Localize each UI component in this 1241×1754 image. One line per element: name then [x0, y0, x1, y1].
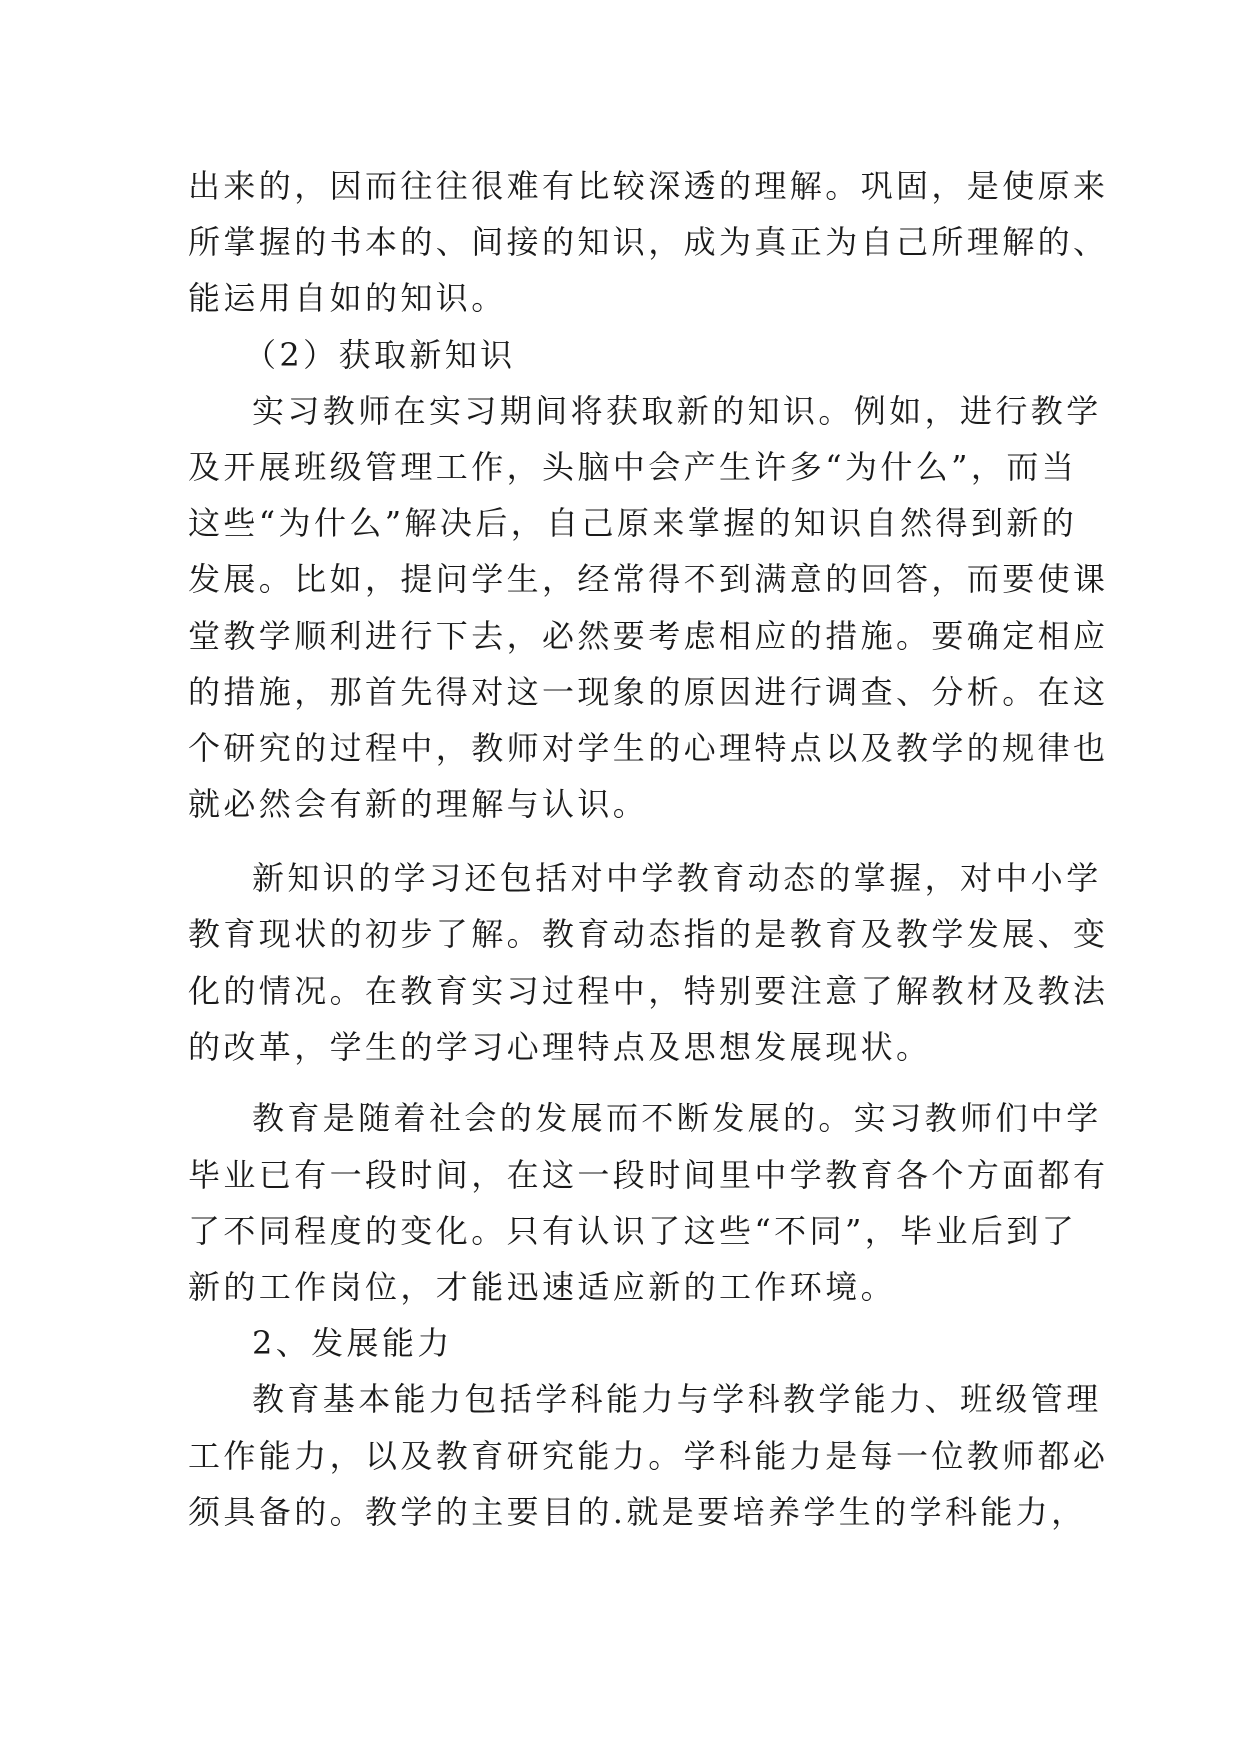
- text-line: 须具备的。教学的主要目的.就是要培养学生的学科能力，: [188, 1493, 1087, 1531]
- text-line: 个研究的过程中，教师对学生的心理特点以及教学的规律也: [188, 729, 1109, 767]
- text-line: 教育现状的初步了解。教育动态指的是教育及教学发展、变: [188, 915, 1109, 953]
- text-line: 新的工作岗位，才能迅速适应新的工作环境。: [188, 1268, 897, 1306]
- text-line: 能运用自如的知识。: [188, 279, 507, 317]
- text-line: 发展。比如，提问学生，经常得不到满意的回答，而要使课: [188, 560, 1109, 598]
- text-line: 所掌握的书本的、间接的知识，成为真正为自己所理解的、: [188, 223, 1109, 261]
- text-line: 了不同程度的变化。只有认识了这些“不同”，毕业后到了: [188, 1212, 1078, 1250]
- text-line: 出来的，因而往往很难有比较深透的理解。巩固，是使原来: [188, 167, 1109, 205]
- section-heading: （2）获取新知识: [244, 336, 516, 374]
- text-line: 这些“为什么”解决后，自己原来掌握的知识自然得到新的: [188, 504, 1078, 542]
- text-line: 实习教师在实习期间将获取新的知识。例如，进行教学: [252, 392, 1102, 430]
- text-line: 新知识的学习还包括对中学教育动态的掌握，对中小学: [252, 859, 1102, 897]
- text-line: 化的情况。在教育实习过程中，特别要注意了解教材及教法: [188, 972, 1109, 1010]
- text-line: 教育基本能力包括学科能力与学科教学能力、班级管理: [252, 1380, 1102, 1418]
- text-line: 及开展班级管理工作，头脑中会产生许多“为什么”，而当: [188, 448, 1078, 486]
- text-line: 的改革，学生的学习心理特点及思想发展现状。: [188, 1028, 932, 1066]
- text-line: 的措施，那首先得对这一现象的原因进行调查、分析。在这: [188, 673, 1109, 711]
- section-heading: 2、发展能力: [252, 1324, 453, 1362]
- text-line: 教育是随着社会的发展而不断发展的。实习教师们中学: [252, 1099, 1102, 1137]
- text-line: 就必然会有新的理解与认识。: [188, 785, 649, 823]
- text-line: 工作能力，以及教育研究能力。学科能力是每一位教师都必: [188, 1437, 1109, 1475]
- text-line: 毕业已有一段时间，在这一段时间里中学教育各个方面都有: [188, 1156, 1109, 1194]
- text-line: 堂教学顺利进行下去，必然要考虑相应的措施。要确定相应: [188, 617, 1109, 655]
